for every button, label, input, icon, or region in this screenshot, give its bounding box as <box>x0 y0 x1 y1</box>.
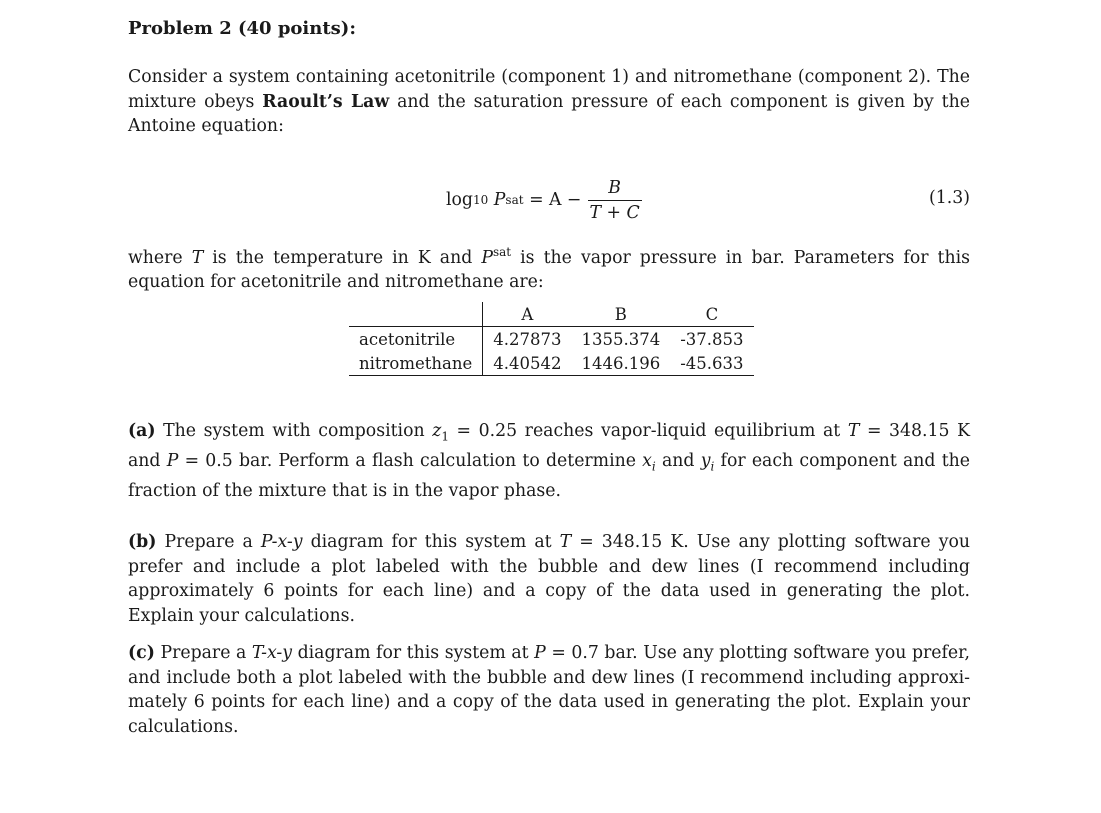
part-a-t-symbol: T <box>847 421 860 441</box>
where-text-1: where <box>128 247 192 268</box>
eq-numerator: B <box>608 177 621 198</box>
intro-text-2: and the saturation pressure of each component is given by the Antoine equation: <box>128 91 970 136</box>
part-b-paragraph <box>128 530 970 628</box>
table-corner <box>349 302 483 327</box>
table-cell-b: 1355.374 <box>581 329 661 349</box>
table-header-c: C <box>670 302 753 327</box>
part-a-text-3: = 348.15 K and <box>128 421 971 471</box>
eq-log: log <box>446 190 473 210</box>
table-cell-c: -37.853 <box>680 329 744 349</box>
problem-heading: Problem 2 (40 points): <box>128 18 356 39</box>
antoine-parameter-table <box>349 302 754 376</box>
part-a-x-sub: i <box>651 459 656 474</box>
eq-log-base: 10 <box>473 193 489 207</box>
part-c-text-1: Prepare a <box>154 643 252 663</box>
table-header-row <box>349 302 754 327</box>
intro-paragraph <box>128 65 970 139</box>
table-row <box>349 351 754 376</box>
part-b-t-symbol: T <box>559 532 572 552</box>
part-a-text-4: = 0.5 bar. Perform a flash calculation to determine <box>178 450 643 471</box>
part-c-txy: T-x-y <box>251 643 293 663</box>
table-cell-b: 1446.196 <box>572 351 671 376</box>
part-a-y-sub: i <box>710 459 715 474</box>
where-t-symbol: T <box>191 247 204 268</box>
eq-p: P <box>493 190 506 210</box>
intro-text-1: Consider a system containing acetonitrile (component 1) and nitromethane (component 2). The mixture obeys <box>128 67 970 112</box>
where-p-symbol: P <box>481 247 493 268</box>
part-a-paragraph <box>128 419 970 503</box>
table-row-name: nitromethane <box>349 351 483 376</box>
where-sat-sup: sat <box>492 245 512 259</box>
table-row <box>349 327 754 352</box>
eq-sat: sat <box>505 193 524 207</box>
part-b-pxy: P-x-y <box>260 532 303 552</box>
antoine-equation <box>128 172 970 228</box>
part-a-z-sub: 1 <box>441 429 449 444</box>
part-a-text-5: and <box>655 450 701 471</box>
part-a-text-1: The system with composition <box>155 421 433 441</box>
part-c-text-2: diagram for this system at <box>292 643 535 663</box>
eq-rhs: = A − <box>529 190 582 210</box>
table-header-b: B <box>572 302 671 327</box>
where-text-3: is the vapor pressure in bar. Parameters for this equation for acetonitrile and nitromethane are: <box>128 247 971 293</box>
part-b-text-2: diagram for this system at <box>302 532 560 552</box>
part-a-text-6: for each component and the fraction of the mixture that is in the vapor phase. <box>128 450 970 501</box>
part-a-text-2: = 0.25 reaches vapor-liquid equilibrium at <box>448 421 848 441</box>
table-header-a: A <box>483 302 572 327</box>
raoults-law-term: Raoult’s Law <box>262 91 390 112</box>
part-b-text-1: Prepare a <box>156 532 261 552</box>
table-cell-c: -45.633 <box>670 351 753 376</box>
eq-fraction <box>588 178 642 223</box>
where-text-2: is the temperature in K and <box>203 247 482 268</box>
part-c-p-symbol: P <box>534 643 546 663</box>
equation-number: (1.3) <box>929 188 970 208</box>
part-a-x-symbol: x <box>642 450 652 471</box>
eq-denominator: T + C <box>588 200 642 223</box>
part-b-label: (b) <box>128 532 157 552</box>
part-c-label: (c) <box>128 643 155 663</box>
part-a-p-symbol: P <box>166 450 179 471</box>
table-cell-a: 4.27873 <box>483 327 572 352</box>
part-a-y-symbol: y <box>700 450 711 471</box>
table-row-name: acetonitrile <box>359 329 456 349</box>
part-a-label: (a) <box>128 421 156 441</box>
part-a-z-symbol: z <box>432 421 442 441</box>
part-c-paragraph <box>128 641 970 739</box>
part-b-text-3: = 348.15 K. Use any plotting software you prefer and include a plot labeled with the bubble and dew lines (I recommend including approximately 6 points for each line) and a copy of the data used in generating the plot. Explain your calculations. <box>128 532 970 626</box>
part-c-text-3: = 0.7 bar. Use any plotting software you prefer, and include both a plot labeled with the bubble and dew lines (I recommend including approxi-mately 6 points for each line) and a copy of the data used in generating the plot. Explain your calculations. <box>128 643 970 737</box>
table-cell-a: 4.40542 <box>483 351 572 376</box>
where-paragraph <box>128 240 970 295</box>
